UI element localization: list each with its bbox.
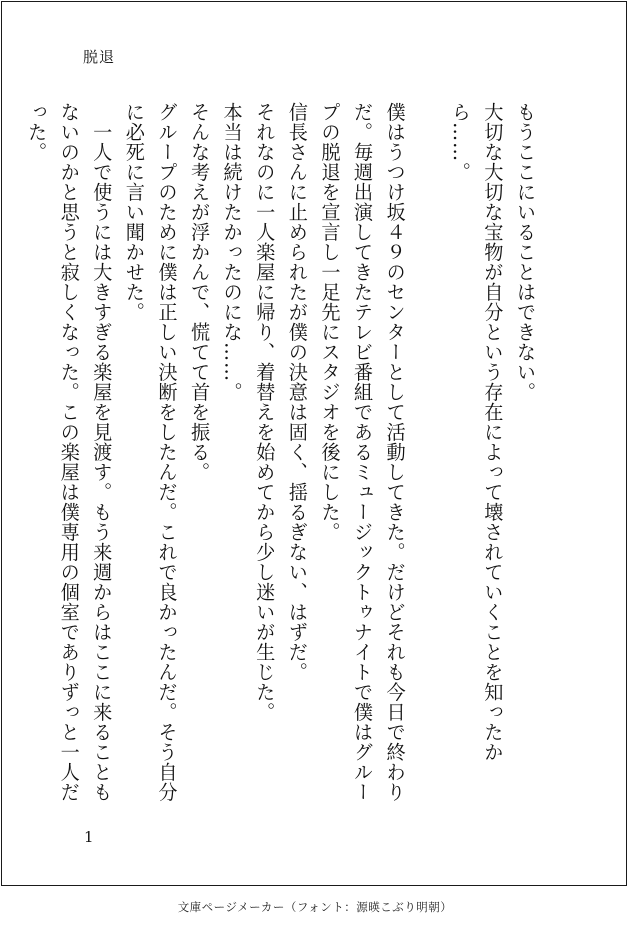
paragraph: グループのために僕は正しい決断をしたんだ。これで良かったんだ。そう自分に必死に言い聞かせた。: [122, 102, 179, 802]
paragraph: 僕はうつけ坂４９のセンターとして活動してきた。だけどそれも今日で終わりだ。毎週出演してきたテレビ番組であるミュージックトゥナイトで僕はグループの脱退を宣言し一足先にスタジオを後にした。: [318, 102, 407, 802]
paragraph: それなのに一人楽屋に帰り、着替えを始めてから少し迷いが生じた。: [253, 102, 277, 722]
paragraph: 本当は続けたかったのにな……。: [220, 102, 244, 402]
paragraph: 一人で使うには大きすぎる楽屋を見渡す。もう来週からはここに来ることもないのかと思うと寂しくなった。この楽屋は僕専用の個室でありずっと一人だった。: [25, 102, 114, 802]
paragraph: 大切な大切な宝物が自分という存在によって壊されていくことを知ったから……。: [448, 102, 505, 762]
chapter-title: 脱退: [83, 48, 116, 66]
paragraph-blank: [411, 102, 444, 802]
paragraph: もうここにいることはできない。: [514, 102, 537, 402]
page-number: 1: [84, 828, 94, 846]
body-text: [25, 102, 541, 802]
book-page: [1, 1, 627, 886]
paragraph: そんな考えが浮かんで、慌てて首を振る。: [188, 102, 212, 482]
paragraph: 信長さんに止められたが僕の決意は固く、揺るぎない、はずだ。: [285, 102, 309, 682]
footer-credit: 文庫ページメーカー（フォント：源暎こぶり明朝）: [177, 900, 453, 914]
